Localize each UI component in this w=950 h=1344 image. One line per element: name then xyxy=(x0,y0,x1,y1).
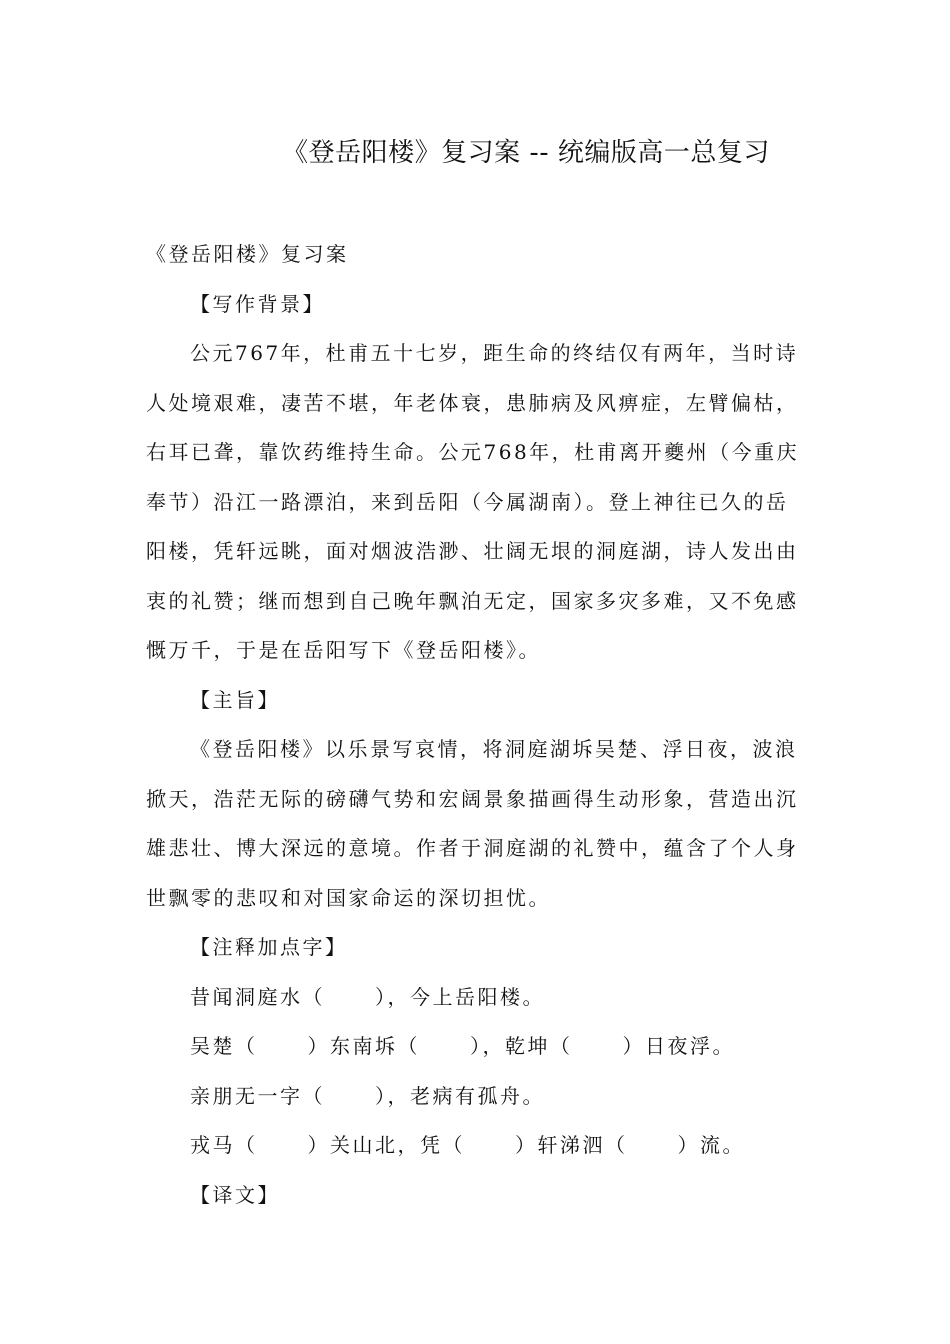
annotation-text: ）流。 xyxy=(677,1133,745,1157)
annotation-text: ），乾坤（ xyxy=(470,1034,573,1058)
annotation-text: 亲朋无一字（ xyxy=(190,1083,325,1108)
annotation-text: ）轩涕泗（ xyxy=(515,1133,628,1157)
annotation-text: ）东南坼（ xyxy=(307,1034,420,1058)
annotation-line-2 xyxy=(146,1022,806,1072)
annotation-text: ），老病有孤舟。 xyxy=(375,1083,545,1108)
background-paragraph: 公元767年，杜甫五十七岁，距生命的终结仅有两年，当时诗人处境艰难，凄苦不堪，年老体衰，患肺病及风痹症，左臂偏枯，右耳已聋，靠饮药维持生命。公元768年，杜甫离开夔州（今重庆奉节）沿江一路漂泊，来到岳阳（今属湖南）。登上神往已久的岳阳楼，凭轩远眺，面对烟波浩渺、壮阔无垠的洞庭湖，诗人发出由衷的礼赞；继而想到自己晚年飘泊无定，国家多灾多难，又不免感慨万千，于是在岳阳写下《登岳阳楼》。 xyxy=(146,341,800,662)
annotation-text: 戎马（ xyxy=(190,1133,258,1157)
annotation-line-3 xyxy=(146,1072,806,1122)
annotation-text: 吴楚（ xyxy=(190,1034,258,1058)
annotation-line-1 xyxy=(146,973,806,1023)
section-heading-translation: 【译文】 xyxy=(190,1182,280,1207)
section-heading-background: 【写作背景】 xyxy=(190,291,325,316)
section-heading-theme: 【主旨】 xyxy=(190,687,280,712)
annotation-line-4 xyxy=(146,1121,806,1171)
document-body xyxy=(146,230,806,1220)
annotation-text: ）日夜浮。 xyxy=(622,1034,735,1058)
annotation-text: ）关山北，凭（ xyxy=(307,1133,465,1157)
document-title: 《登岳阳楼》复习案 -- 统编版高一总复习 xyxy=(282,138,770,168)
annotation-text: ），今上岳阳楼。 xyxy=(375,984,545,1009)
annotation-text: 昔闻洞庭水（ xyxy=(190,984,325,1009)
document-subtitle: 《登岳阳楼》复习案 xyxy=(146,242,349,266)
theme-paragraph: 《登岳阳楼》以乐景写哀情，将洞庭湖坼吴楚、浮日夜，波浪掀天，浩茫无际的磅礴气势和宏阔景象描画得生动形象，营造出沉雄悲壮、博大深远的意境。作者于洞庭湖的礼赞中，蕴含了个人身世飘零的悲叹和对国家命运的深切担忧。 xyxy=(146,737,799,910)
section-heading-annotation: 【注释加点字】 xyxy=(190,935,348,959)
